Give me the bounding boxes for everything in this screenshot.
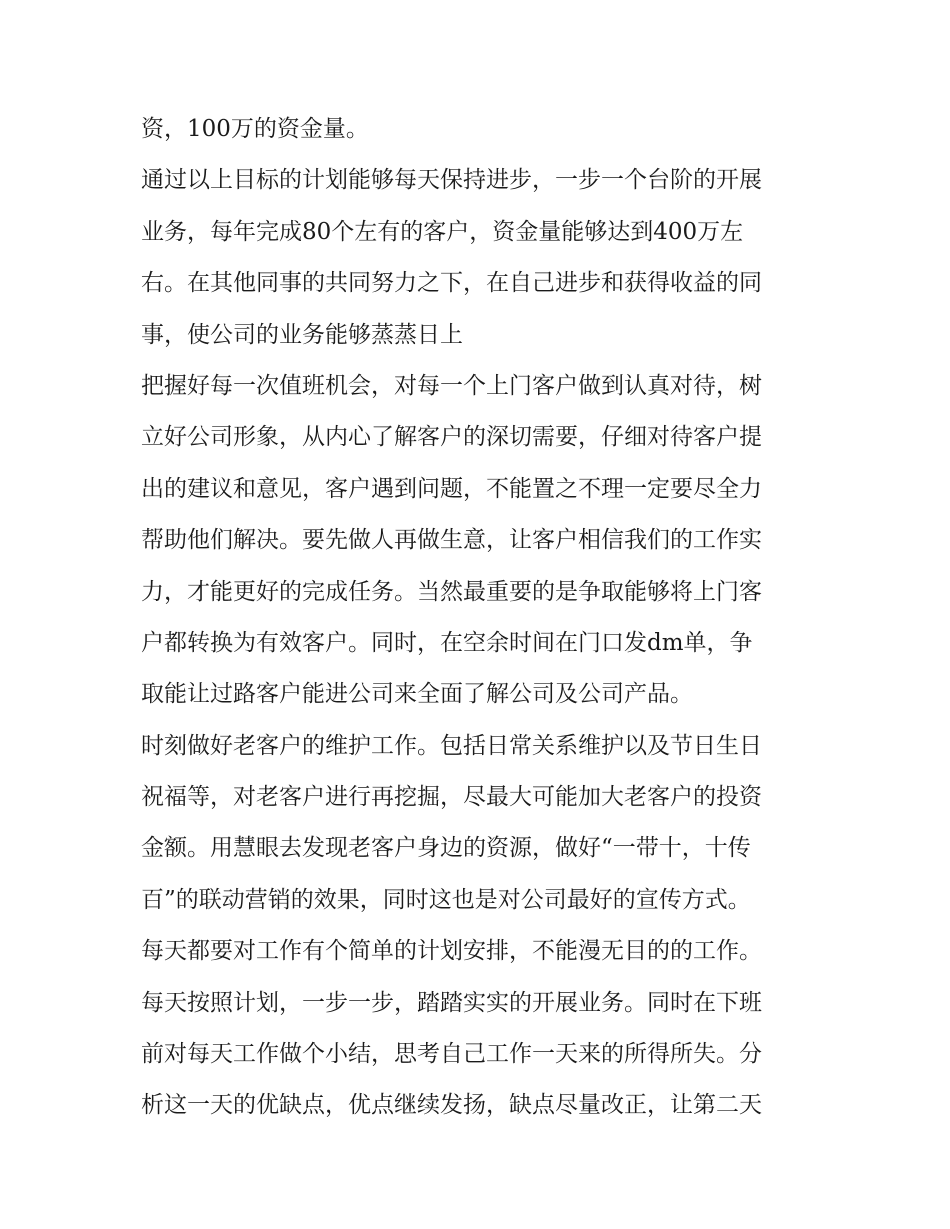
text-line: 出的建议和意见，客户遇到问题，不能置之不理一定要尽全力 [141, 475, 762, 502]
text-line: 资，100万的资金量。 [141, 116, 369, 142]
text-line: 每天按照计划，一步一步，踏踏实实的开展业务。同时在下班 [141, 989, 762, 1016]
text-line: 事，使公司的业务能够蒸蒸日上 [141, 321, 463, 348]
text-line: 通过以上目标的计划能够每天保持进步，一步一个台阶的开展 [141, 167, 762, 194]
text-line: 祝福等，对老客户进行再挖掘，尽最大可能加大老客户的投资 [141, 784, 762, 811]
text-line: 业务，每年完成80个左有的客户，资金量能够达到400万左 [141, 218, 744, 245]
text-line: 每天都要对工作有个简单的计划安排，不能漫无目的的工作。 [141, 938, 762, 965]
text-line: 取能让过路客户能进公司来全面了解公司及公司产品。 [141, 681, 693, 708]
text-line: 立好公司形象，从内心了解客户的深切需要，仔细对待客户提 [141, 424, 762, 451]
text-line: 时刻做好老客户的维护工作。包括日常关系维护以及节日生日 [141, 732, 762, 759]
text-line: 力，才能更好的完成任务。当然最重要的是争取能够将上门客 [141, 578, 762, 605]
text-line: 右。在其他同事的共同努力之下，在自己进步和获得收益的同 [141, 270, 762, 297]
text-line: 帮助他们解决。要先做人再做生意，让客户相信我们的工作实 [141, 527, 762, 554]
text-line: 户都转换为有效客户。同时，在空余时间在门口发dm单，争 [141, 629, 753, 656]
text-line: 前对每天工作做个小结，思考自己工作一天来的所得所失。分 [141, 1041, 762, 1068]
text-line: 析这一天的优缺点，优点继续发扬，缺点尽量改正，让第二天 [141, 1092, 762, 1119]
text-line: 百”的联动营销的效果，同时这也是对公司最好的宣传方式。 [141, 886, 751, 913]
text-line: 金额。用慧眼去发现老客户身边的资源，做好“一带十，十传 [141, 835, 751, 862]
body-text [141, 107, 821, 1135]
text-line: 把握好每一次值班机会，对每一个上门客户做到认真对待，树 [141, 372, 762, 399]
